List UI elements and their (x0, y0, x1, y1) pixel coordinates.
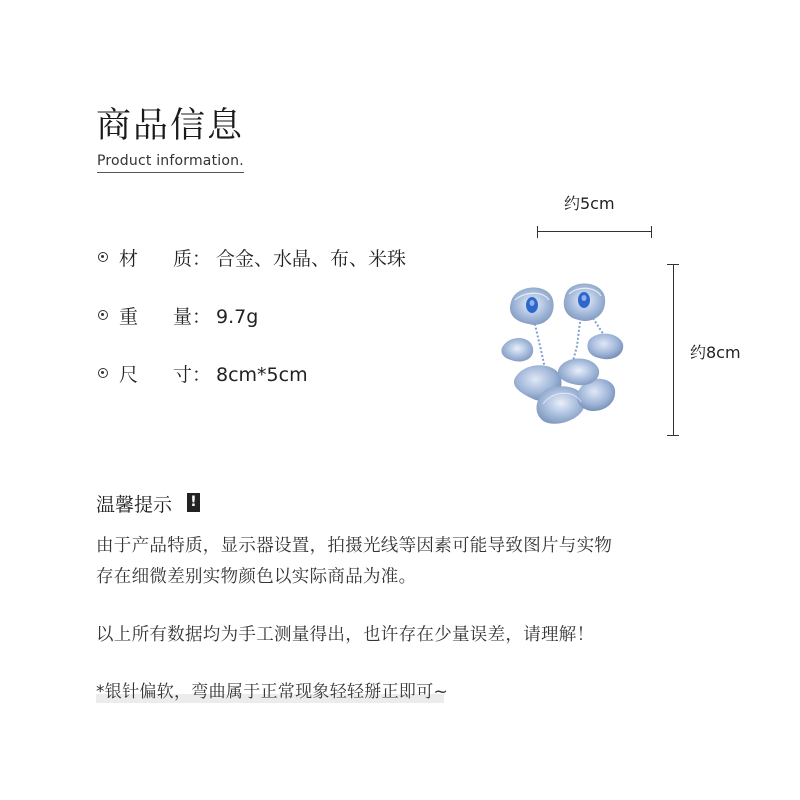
bullet-icon (98, 310, 108, 320)
height-dimension-label: 约8cm (690, 343, 741, 362)
spec-size-value: 8cm*5cm (216, 364, 308, 386)
tips-line-2: 存在细微差别实物颜色以实际商品为准。 (96, 567, 417, 587)
page-title: 商品信息 (96, 106, 245, 146)
spec-weight-key2: 量： (173, 306, 212, 328)
width-dimension-line (537, 226, 652, 238)
spec-size-key2: 寸： (173, 364, 212, 386)
page-subtitle: Product information. (97, 153, 244, 173)
tips-line-3: 以上所有数据均为手工测量得出，也许存在少量误差，请理解！ (96, 625, 595, 645)
tips-note: *银针偏软，弯曲属于正常现象轻轻掰正即可~ (96, 682, 449, 702)
bullet-icon (98, 368, 108, 378)
bullet-icon (98, 252, 108, 262)
product-image (495, 278, 645, 430)
spec-material-value: 合金、水晶、布、米珠 (216, 248, 407, 270)
spec-weight-value: 9.7g (216, 306, 259, 328)
tips-line-1: 由于产品特质，显示器设置，拍摄光线等因素可能导致图片与实物 (96, 536, 613, 556)
tips-heading: 温馨提示 (96, 494, 173, 516)
spec-weight-key1: 重 (119, 306, 139, 328)
spec-material-key1: 材 (119, 248, 139, 270)
spec-size-key1: 尺 (119, 364, 139, 386)
spec-material-key2: 质： (173, 248, 212, 270)
exclamation-icon: ! (187, 493, 200, 512)
width-dimension-label: 约5cm (564, 194, 615, 213)
height-dimension-line (667, 264, 679, 436)
